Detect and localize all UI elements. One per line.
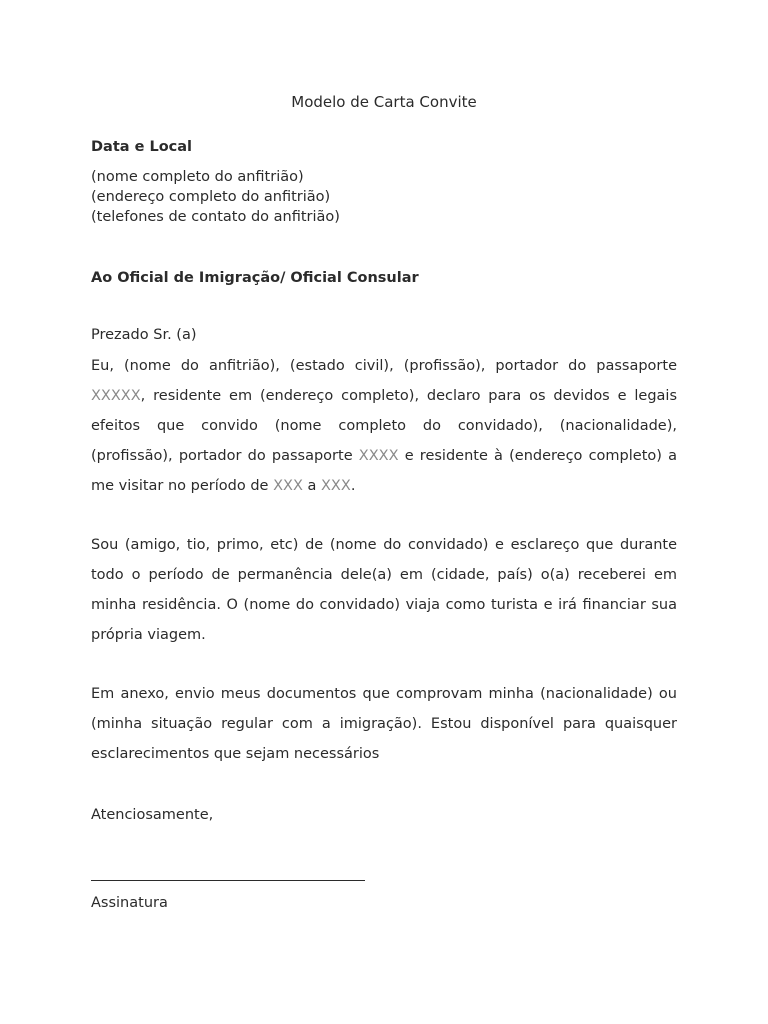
stay-paragraph: Sou (amigo, tio, primo, etc) de (nome do convidado) e esclareço que durante todo o período de permanência dele(a) em (cidade, país) o(a) receberei em minha residência. O (nome do convidado) viaja como turista e irá financiar sua própria viagem.: [91, 537, 677, 643]
host-name-line: (nome completo do anfitrião): [91, 169, 304, 185]
invitation-paragraph: [91, 351, 677, 501]
host-phone-line: (telefones de contato do anfitrião): [91, 209, 340, 225]
attachments-paragraph: Em anexo, envio meus documentos que comprovam minha (nacionalidade) ou (minha situação regular com a imigração). Estou disponível para quaisquer esclarecimentos que sejam necessários: [91, 686, 677, 762]
signature-line: [91, 880, 365, 881]
period-start: XXX: [273, 478, 303, 494]
guest-passport-number: XXXX: [358, 448, 399, 464]
salutation: Prezado Sr. (a): [91, 327, 197, 343]
paragraph-text: Eu, (nome do anfitrião), (estado civil), (profissão), portador do passaporte: [91, 358, 677, 374]
paragraph-text: a: [302, 478, 321, 494]
paragraph-text: , residente em (endereço completo), declaro para os devidos e legais efeitos que convido (nome completo do convidado), (nacionalidade), (profissão), portador do passaporte: [91, 388, 677, 464]
period-end: XXX: [321, 478, 351, 494]
paragraph-text: .: [350, 478, 356, 494]
date-place-heading: Data e Local: [91, 139, 193, 155]
recipient-heading: Ao Oficial de Imigração/ Oficial Consular: [91, 270, 419, 286]
closing: Atenciosamente,: [91, 807, 214, 823]
host-address-line: (endereço completo do anfitrião): [91, 189, 331, 205]
host-passport-number: XXXXX: [91, 388, 141, 404]
document-title: Modelo de Carta Convite: [291, 93, 477, 111]
signature-label: Assinatura: [91, 895, 168, 911]
paragraph-text: e residente à (endereço completo) a me visitar no período de: [91, 448, 677, 494]
